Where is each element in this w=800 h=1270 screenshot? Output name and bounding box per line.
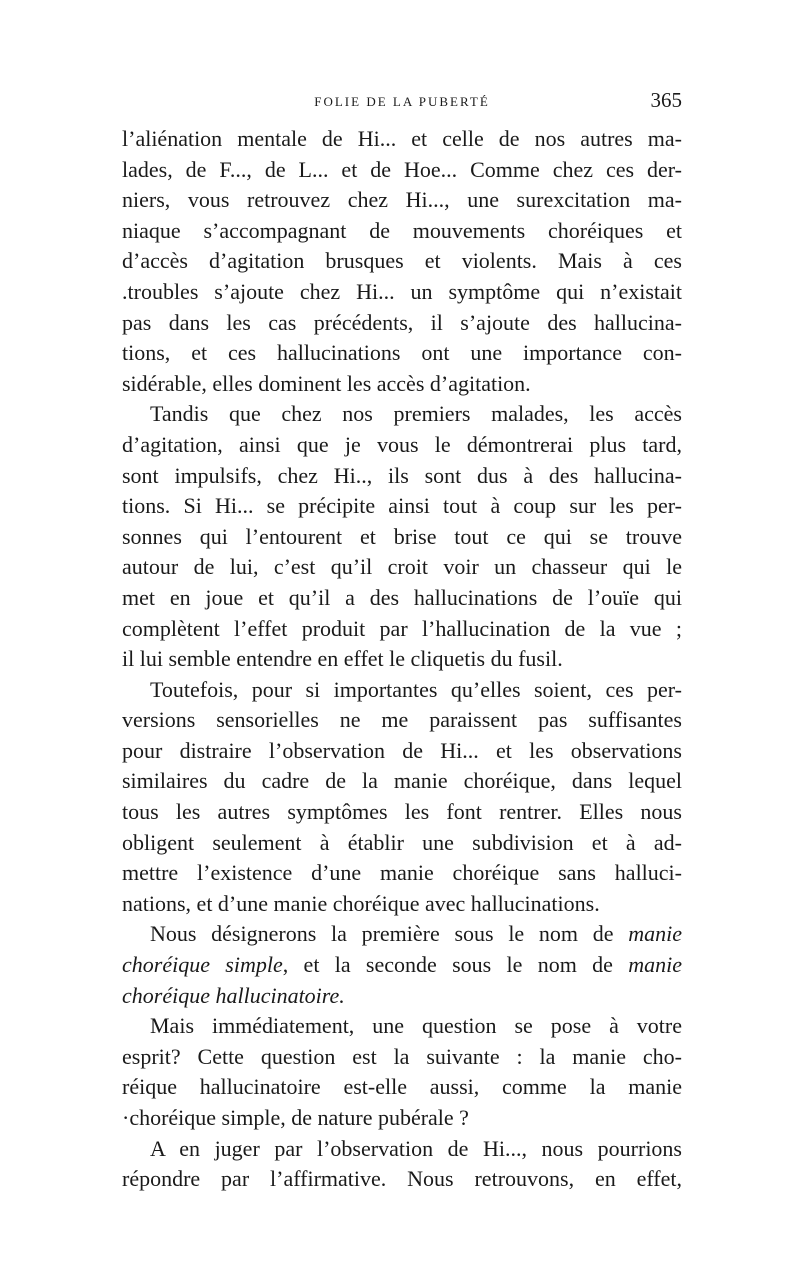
text-line: pour distraire l’observation de Hi... et les observations [122,737,682,763]
body-text [122,124,682,1195]
text-line: l’aliénation mentale de Hi... et celle de nos autres ma- [122,126,682,151]
text-segment: , et la seconde sous le nom de [282,952,613,978]
text-line: Tandis que chez nos premiers malades, les accès [150,401,682,427]
text-line: autour de lui, c’est qu’il croit voir un chasseur qui le [122,554,682,580]
text-line: tions, et ces hallucinations ont une importance con- [122,340,682,366]
page-number: 365 [650,88,682,112]
text-line: sont impulsifs, chez Hi.., ils sont dus à des hallucina- [122,462,682,488]
text-line: réique hallucinatoire est-elle aussi, comme la manie [122,1074,682,1100]
italic-term: manie [628,921,683,947]
text-line: A en juger par l’observation de Hi..., nous pourrions [150,1135,682,1161]
text-line: sidérable, elles dominent les accès d’agitation. [122,370,531,396]
text-line: niers, vous retrouvez chez Hi..., une surexcitation ma- [122,187,682,213]
text-line: tions. Si Hi... se précipite ainsi tout à coup sur les per- [122,493,682,519]
text-segment: Nous désignerons la première sous le nom de [150,921,614,947]
text-line: nations, et d’une manie choréique avec hallucinations. [122,890,600,916]
text-line: obligent seulement à établir une subdivision et à ad- [122,829,682,855]
text-line: ·choréique simple, de nature pubérale ? [122,1105,469,1130]
text-line: similaires du cadre de la manie choréique, dans lequel [122,768,682,794]
text-line: mettre l’existence d’une manie choréique sans halluci- [122,860,682,886]
text-line: choréique hallucinatoire. [122,982,345,1008]
text-line: sonnes qui l’entourent et brise tout ce qui se trouve [122,523,682,549]
text-line: complètent l’effet produit par l’hallucination de la vue ; [122,615,682,641]
text-line: esprit? Cette question est la suivante : la manie cho- [122,1043,682,1069]
text-line: niaque s’accompagnant de mouvements choréiques et [122,217,682,243]
text-line: versions sensorielles ne me paraissent pas suffisantes [122,707,682,733]
running-head [122,88,682,118]
text-line: met en joue et qu’il a des hallucinations de l’ouïe qui [122,584,682,610]
text-line [122,950,682,981]
text-line: il lui semble entendre en effet le cliquetis du fusil. [122,646,563,672]
running-title: FOLIE DE LA PUBERTÉ [314,94,490,109]
text-line: Mais immédiatement, une question se pose à votre [150,1013,682,1039]
text-line: Toutefois, pour si importantes qu’elles soient, ces per- [150,676,682,702]
text-line [122,919,682,950]
italic-term: manie [628,952,683,978]
text-line: pas dans les cas précédents, il s’ajoute des hallucina- [122,309,682,335]
text-line: d’agitation, ainsi que je vous le démontrerai plus tard, [122,431,682,457]
text-line: .troubles s’ajoute chez Hi... un symptôme qui n’existait [122,278,682,304]
text-line: tous les autres symptômes les font rentrer. Elles nous [122,799,682,825]
text-line: répondre par l’affirmative. Nous retrouvons, en effet, [122,1166,682,1192]
text-line: lades, de F..., de L... et de Hoe... Comme chez ces der- [122,156,682,182]
italic-term: choréique simple [122,952,283,978]
text-line: d’accès d’agitation brusques et violents. Mais à ces [122,248,682,274]
